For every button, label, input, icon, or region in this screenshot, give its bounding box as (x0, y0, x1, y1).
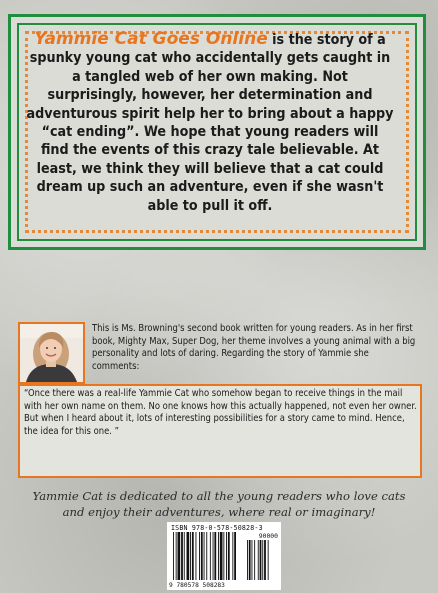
isbn-barcode (167, 522, 281, 590)
blurb-text (26, 30, 394, 215)
author-portrait-image (20, 324, 83, 382)
author-bio: This is Ms. Browning's second book written for young readers. As in her first book, Mighty Max, Super Dog, her theme involves a young animal with a big personality and lots of daring. Regarding the story of Yammie she comments: (92, 323, 416, 372)
isbn-number: ISBN 978-0-578-50828-3 (171, 524, 263, 532)
blurb-body: is the story of a spunky young cat who accidentally gets caught in a tangled web of her own making. Not surprisingly, however, her determination and adventurous spirit help her to bring about a happy “cat ending”. We hope that young readers will find the events of this crazy tale believable. At least, we think they will believe that a cat could dream up such an adventure, even if she wasn't able to pull it off. (26, 32, 394, 214)
price-addon-code: 90000 (258, 532, 278, 540)
dedication-line-1: Yammie Cat is dedicated to all the young readers who love cats (32, 489, 406, 503)
author-quote: “Once there was a real-life Yammie Cat who somehow began to receive things in the mail with her own name on them. No one knows how this actually happened, not even her owner. But when I heard about it, lots of interesting possibilities for a story came to mind. Hence, the idea for this one. ” (24, 388, 417, 437)
book-title: Yammie Cat Goes Online (34, 29, 268, 49)
barcode-bars (167, 522, 281, 590)
dedication-line-2: and enjoy their adventures, where real or imaginary! (62, 505, 376, 519)
dedication (10, 488, 428, 520)
author-photo (18, 322, 85, 384)
barcode-digits: 9 780578 508283 (169, 582, 225, 589)
